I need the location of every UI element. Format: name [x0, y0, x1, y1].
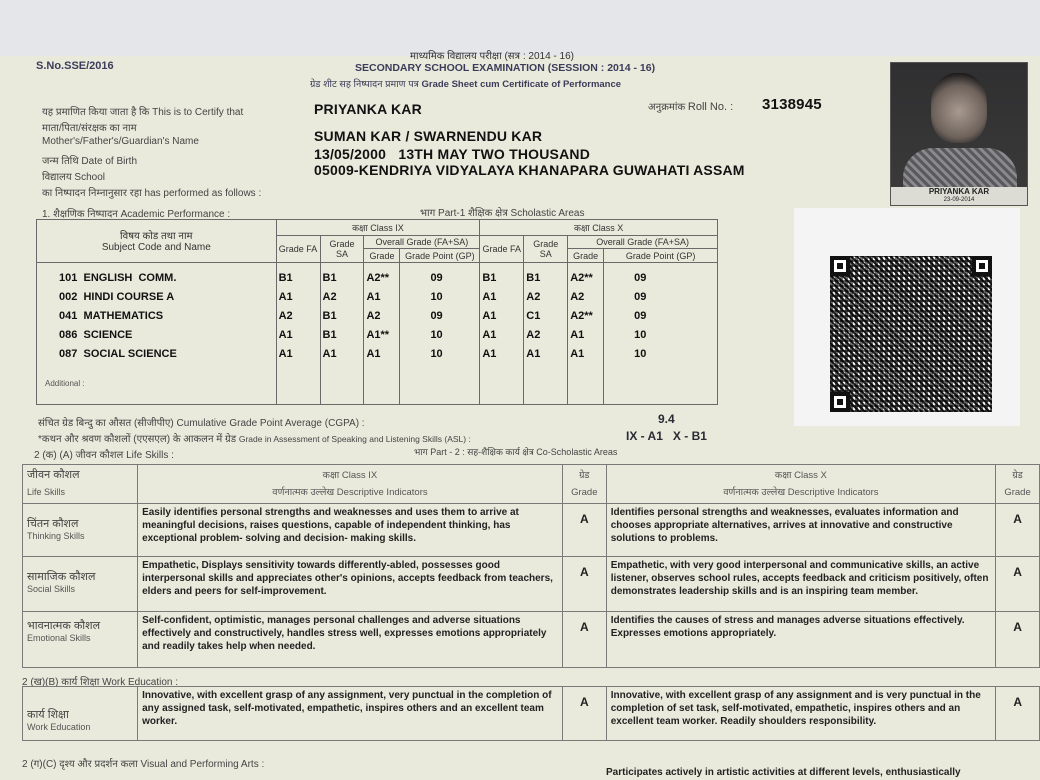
grade-cell: A2 — [524, 287, 568, 306]
grade-cell: A1 — [320, 345, 364, 364]
scholastic-part-label: भाग Part-1 शैक्षिक क्षेत्र Scholastic Areas — [420, 208, 585, 219]
school-label: विद्यालय School — [42, 172, 105, 183]
additional-label: Additional : — [37, 364, 277, 405]
grade-cell: B1 — [320, 306, 364, 325]
grade-cell: A1 — [480, 345, 524, 364]
grade-cell: A1 — [524, 345, 568, 364]
qr-finder-pattern — [830, 392, 850, 412]
class-x-desc-header: कक्षा Class X वर्णनात्मक उल्लेख Descriptive Indicators — [606, 465, 995, 504]
grade-cell: A1 — [480, 306, 524, 325]
table-row — [23, 557, 1040, 612]
grade-cell: 09 — [604, 262, 718, 287]
subject-cell: 101 ENGLISH COMM. — [37, 262, 277, 287]
grade-cell: 10 — [400, 345, 480, 364]
roll-label: अनुक्रमांक Roll No. : — [648, 101, 734, 113]
class-x-header: कक्षा Class X — [480, 220, 718, 236]
grade-cell: A1 — [568, 326, 604, 345]
serial-number: S.No.SSE/2016 — [36, 60, 114, 72]
life-skills-header: जीवन कौशल Life Skills — [23, 465, 138, 504]
grade-cell: A2** — [568, 262, 604, 287]
life-skills-table — [22, 464, 1040, 668]
grade-fa-header: Grade FA — [276, 235, 320, 262]
qr-code — [830, 256, 992, 412]
table-row — [23, 504, 1040, 557]
work-education-table — [22, 686, 1040, 741]
grade-cell: A1 — [364, 345, 400, 364]
class-ix-grade: A — [562, 557, 606, 612]
grade-cell: B1 — [320, 262, 364, 287]
photo-caption: PRIYANKA KAR 23-09-2014 — [891, 187, 1027, 205]
parent-label-hindi: माता/पिता/संरक्षक का नाम — [42, 123, 137, 134]
class-ix-grade: A — [563, 687, 607, 741]
grade-cell: A1 — [276, 287, 320, 306]
academic-section-label: 1. शैक्षणिक निष्पादन Academic Performance : — [42, 209, 231, 220]
subject-cell: 087 SOCIAL SCIENCE — [37, 345, 277, 364]
subject-cell: 041 MATHEMATICS — [37, 306, 277, 325]
class-x-descriptor: Innovative, with excellent grasp of any assignment and is very punctual in the completion of set task, self-motivated, empathetic, inspires others and an excellent team worker. Readily shoulders responsibility. — [606, 687, 996, 741]
grade-cell: C1 — [524, 306, 568, 325]
class-x-grade: A — [996, 504, 1040, 557]
class-ix-descriptor: Innovative, with excellent grasp of any assignment, very punctual in the completion of any assigned task, self-motivated, empathetic, inspires others and an excellent team worker. — [138, 687, 563, 741]
grade-cell: A1 — [480, 287, 524, 306]
class-ix-header: कक्षा Class IX — [276, 220, 480, 236]
qr-finder-pattern — [830, 256, 850, 276]
cgpa-value: 9.4 — [658, 412, 675, 426]
life-skill-area: चिंतन कौशल Thinking Skills — [23, 504, 138, 557]
grade-cell: A1** — [364, 326, 400, 345]
work-education-label: 2 (ख)(B) कार्य शिक्षा Work Education : — [22, 677, 179, 688]
candidate-name: PRIYANKA KAR — [314, 101, 422, 117]
class-ix-descriptor: Empathetic, Displays sensitivity towards differently-abled, possesses good interpersonal skills and appreciates other's opinions, accepts feedback from teachers, elders and peers for self-improvement. — [138, 557, 563, 612]
grade-cell: A2 — [524, 326, 568, 345]
class-x-descriptor: Empathetic, with very good interpersonal and communicative skills, an active listener, observes school rules, accepts feedback and criticism positively, often demonstrates leadership skills and is an inspiring team member. — [606, 557, 995, 612]
grade-cell: A1 — [568, 345, 604, 364]
subject-header: विषय कोड तथा नाम Subject Code and Name — [37, 220, 277, 263]
class-x-descriptor: Identifies the causes of stress and manages adverse situations effectively. Expresses emotions appropriately. — [606, 612, 995, 668]
grade-cell: A2** — [568, 306, 604, 325]
grade-cell: B1 — [320, 326, 364, 345]
grade-header: Grade — [568, 249, 604, 263]
class-x-grade-header: ग्रेड Grade — [996, 465, 1040, 504]
table-row — [37, 326, 718, 345]
exam-title: SECONDARY SCHOOL EXAMINATION (SESSION : 2014 - 16) — [355, 62, 656, 74]
face-image — [931, 73, 987, 143]
class-x-descriptor: Identifies personal strengths and weaknesses, evaluates information and chooses appropriate alternatives, arrives at innovative and constructive solutions to problems. — [606, 504, 995, 557]
table-row — [37, 262, 718, 287]
parent-label: Mother's/Father's/Guardian's Name — [42, 136, 199, 147]
class-ix-grade: A — [562, 504, 606, 557]
qr-code-panel — [794, 208, 1020, 426]
student-photo — [890, 62, 1028, 206]
asl-value: IX - A1 X - B1 — [626, 429, 707, 443]
class-x-grade: A — [996, 687, 1040, 741]
grade-cell: 09 — [400, 262, 480, 287]
grade-header: Grade — [364, 249, 400, 263]
overall-grade-header: Overall Grade (FA+SA) — [568, 235, 718, 249]
class-x-grade: A — [996, 612, 1040, 668]
parent-names: SUMAN KAR / SWARNENDU KAR — [314, 128, 543, 144]
life-skill-area: सामाजिक कौशल Social Skills — [23, 557, 138, 612]
overall-grade-header: Overall Grade (FA+SA) — [364, 235, 480, 249]
grade-cell: A2 — [320, 287, 364, 306]
grade-cell: 09 — [604, 306, 718, 325]
life-skills-label: 2 (क) (A) जीवन कौशल Life Skills : — [34, 450, 174, 461]
subject-cell: 086 SCIENCE — [37, 326, 277, 345]
grade-cell: B1 — [480, 262, 524, 287]
table-row — [23, 612, 1040, 668]
date-of-birth: 13/05/2000 13TH MAY TWO THOUSAND — [314, 146, 590, 162]
grade-sa-header: Grade SA — [524, 235, 568, 262]
grade-cell: B1 — [276, 262, 320, 287]
grade-cell: A2 — [364, 306, 400, 325]
grade-point-header: Grade Point (GP) — [400, 249, 480, 263]
grade-cell: 09 — [400, 306, 480, 325]
arts-class-x-descriptor: Participates actively in artistic activities at different levels, enthusiastically — [606, 767, 961, 778]
qr-finder-pattern — [972, 256, 992, 276]
grade-cell: 09 — [604, 287, 718, 306]
class-ix-descriptor: Easily identifies personal strengths and weaknesses and uses them to arrive at meaningful decisions, raises questions, capable of independent thinking, has exceptional problem- solving and decision- making skills. — [138, 504, 563, 557]
certificate-subtitle: ग्रेड शीट सह निष्पादन प्रमाण पत्र Grade Sheet cum Certificate of Performance — [310, 79, 622, 90]
certify-label: यह प्रमाणित किया जाता है कि This is to Certify that — [42, 107, 244, 118]
grade-cell: B1 — [524, 262, 568, 287]
table-row — [23, 687, 1040, 741]
grade-cell: A1 — [364, 287, 400, 306]
subject-cell: 002 HINDI COURSE A — [37, 287, 277, 306]
title-hindi: माध्यमिक विद्यालय परीक्षा (सत्र : 2014 - 16) — [410, 51, 574, 62]
grade-cell: 10 — [604, 345, 718, 364]
arts-label: 2 (ग)(C) दृश्य और प्रदर्शन कला Visual and Performing Arts : — [22, 759, 265, 770]
class-x-grade: A — [996, 557, 1040, 612]
work-education-area: कार्य शिक्षा Work Education — [23, 687, 138, 741]
grade-sa-header: Grade SA — [320, 235, 364, 262]
grade-cell: 10 — [604, 326, 718, 345]
grade-cell: 10 — [400, 287, 480, 306]
dob-label: जन्म तिथि Date of Birth — [42, 156, 138, 167]
asl-label: *कथन और श्रवण कौशलों (एएसएल) के आकलन में ग्रेड Grade in Assessment of Speaking and Listening Skills (ASL) : — [38, 434, 471, 445]
grade-cell: A2** — [364, 262, 400, 287]
coscholastic-part-label: भाग Part - 2 : सह-शैक्षिक कार्य क्षेत्र Co-Scholastic Areas — [414, 447, 618, 457]
class-ix-descriptor: Self-confident, optimistic, manages personal challenges and adverse situations effectively and constructively, handles stress well, expresses emotions appropriately and readily takes help when needed. — [138, 612, 563, 668]
grade-cell: A2 — [276, 306, 320, 325]
class-ix-grade-header: ग्रेड Grade — [562, 465, 606, 504]
grade-cell: A1 — [276, 326, 320, 345]
roll-number: 3138945 — [762, 96, 822, 113]
grade-point-header: Grade Point (GP) — [604, 249, 718, 263]
cgpa-label: संचित ग्रेड बिन्दु का औसत (सीजीपीए) Cumulative Grade Point Average (CGPA) : — [38, 418, 365, 429]
body-image — [903, 148, 1017, 188]
grade-cell: A1 — [276, 345, 320, 364]
table-row — [37, 287, 718, 306]
performed-label: का निष्पादन निम्नानुसार रहा has performed as follows : — [42, 188, 262, 199]
class-ix-desc-header: कक्षा Class IX वर्णनात्मक उल्लेख Descriptive Indicators — [138, 465, 563, 504]
class-ix-grade: A — [562, 612, 606, 668]
table-row — [37, 345, 718, 364]
school-name: 05009-KENDRIYA VIDYALAYA KHANAPARA GUWAHATI ASSAM — [314, 162, 745, 178]
scholastic-table — [36, 219, 718, 405]
life-skill-area: भावनात्मक कौशल Emotional Skills — [23, 612, 138, 668]
grade-fa-header: Grade FA — [480, 235, 524, 262]
grade-cell: A2 — [568, 287, 604, 306]
grade-cell: A1 — [480, 326, 524, 345]
grade-cell: 10 — [400, 326, 480, 345]
table-row — [37, 306, 718, 325]
